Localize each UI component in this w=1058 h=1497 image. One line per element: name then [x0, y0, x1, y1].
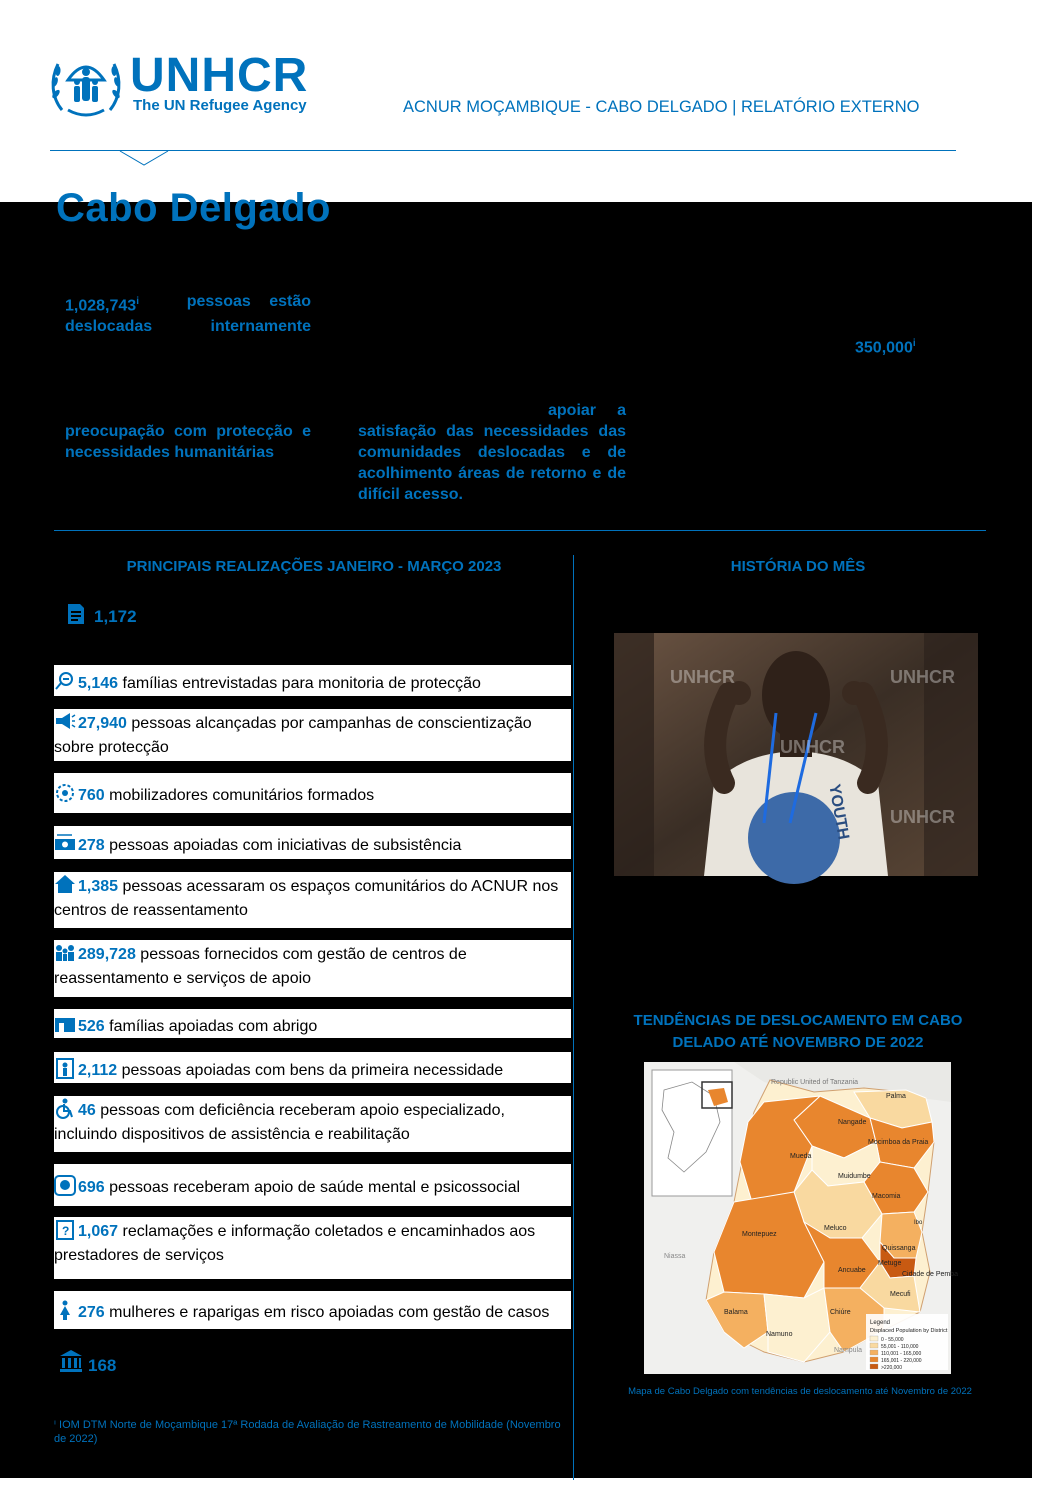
achievement-text: pessoas apoiadas com iniciativas de subsistência — [109, 836, 462, 854]
legend-swatch — [870, 1364, 878, 1369]
section-divider — [54, 530, 986, 531]
achievement-number: 2,112 — [78, 1061, 118, 1079]
svg-text:Ibo: Ibo — [914, 1220, 923, 1226]
intro-right-2: apoiar a satisfação das necessidades das comunidades deslocadas e de acolhimento áreas de retorno e de difícil acesso. — [358, 402, 626, 503]
achievement-text: pessoas com deficiência receberam apoio especializado, incluindo dispositivos de assistência e reabilitação — [54, 1102, 505, 1143]
achievement-number: 1,067 — [78, 1223, 119, 1240]
svg-text:Cidade de Pemba: Cidade de Pemba — [902, 1271, 959, 1278]
svg-text:Quissanga: Quissanga — [882, 1245, 916, 1252]
svg-text:Mueda: Mueda — [790, 1153, 812, 1160]
tent-icon — [54, 1014, 76, 1034]
legend-label: 0 - 55,000 — [881, 1337, 904, 1343]
svg-text:Mocimboa da Praia: Mocimboa da Praia — [868, 1139, 929, 1146]
svg-text:Chiúre: Chiúre — [830, 1309, 851, 1316]
achievement-number: 289,728 — [78, 946, 136, 963]
legend-label: >220,000 — [881, 1365, 902, 1371]
legend-swatch — [870, 1357, 878, 1362]
achievement-item — [54, 773, 571, 813]
achievement-number: 760 — [78, 787, 105, 804]
legend-label: 55,001 - 110,000 — [881, 1344, 919, 1350]
svg-text:Balama: Balama — [724, 1309, 748, 1316]
svg-text:Ancuabe: Ancuabe — [838, 1267, 866, 1274]
svg-text:Macomia: Macomia — [872, 1193, 901, 1200]
svg-text:?: ? — [62, 1224, 70, 1238]
achievement-number: 278 — [78, 836, 105, 854]
country-label: Republic United of Tanzania — [771, 1079, 859, 1086]
legend-swatch — [870, 1336, 878, 1341]
achievement-item — [54, 872, 571, 928]
map-caption: Mapa de Cabo Delgado com tendências de deslocamento até Novembro de 2022 — [628, 1386, 972, 1397]
achievement-number: 46 — [78, 1102, 96, 1119]
svg-text:Mecufi: Mecufi — [890, 1291, 911, 1298]
institution-icon — [58, 1348, 84, 1374]
mental-health-icon — [54, 1175, 76, 1195]
money-icon — [54, 833, 76, 853]
svg-text:Niassa: Niassa — [664, 1253, 686, 1260]
achievement-text: pessoas receberam apoio de saúde mental e psicossocial — [109, 1179, 521, 1196]
legend-swatch — [870, 1350, 878, 1355]
legend-swatch — [870, 1343, 878, 1348]
header — [0, 0, 1058, 202]
svg-text:Nampula: Nampula — [834, 1347, 863, 1354]
achievement-item — [54, 1009, 571, 1038]
document-icon — [66, 602, 86, 626]
story-heading: HISTÓRIA DO MÊS — [730, 558, 866, 575]
achievement-item — [54, 1096, 571, 1152]
displacement-map — [644, 1062, 959, 1374]
achievement-text: reclamações e informação coletados e encaminhados aos prestadores de serviços — [54, 1223, 536, 1264]
header-divider — [50, 150, 956, 151]
achievement-number: 526 — [78, 1017, 105, 1035]
svg-text:Palma: Palma — [886, 1093, 906, 1100]
svg-text:Metuge: Metuge — [878, 1260, 902, 1267]
page-title: Cabo Delgado — [56, 186, 331, 230]
svg-text:Nangade: Nangade — [838, 1119, 867, 1126]
column-divider — [573, 555, 574, 1480]
woman-icon — [54, 1300, 76, 1320]
achievement-text: pessoas alcançadas por campanhas de conscientização sobre protecção — [54, 715, 532, 756]
laurel-logo-icon — [48, 50, 124, 120]
people-icon — [54, 942, 76, 962]
achievement-item — [54, 1164, 571, 1206]
story-photo: UNHCR UNHCR UNHCR UNHCR YOUTH — [614, 633, 978, 876]
intro-displaced-number: 1,028,743 — [65, 297, 137, 315]
report-label: ACNUR MOÇAMBIQUE - CABO DELGADO | RELATÓRIO EXTERNO — [403, 98, 920, 116]
legend-label: 110,001 - 165,000 — [881, 1351, 922, 1357]
achievement-text: mobilizadores comunitários formados — [109, 787, 375, 804]
svg-text:Meluco: Meluco — [824, 1225, 847, 1232]
intro-left-2: preocupação com protecção e necessidades humanitárias — [65, 423, 311, 461]
map-heading-2: DELADO ATÉ NOVEMBRO DE 2022 — [672, 1034, 924, 1051]
photo-watermark: UNHCR — [670, 667, 735, 687]
header-notch — [120, 144, 168, 168]
achievement-item — [54, 1291, 571, 1329]
achievement-item — [54, 826, 571, 859]
achievement-text: mulheres e raparigas em risco apoiadas com gestão de casos — [109, 1304, 550, 1321]
achievement-text: pessoas acessaram os espaços comunitários do ACNUR nos centros de reassentamento — [54, 878, 559, 919]
achievement-number: 696 — [78, 1179, 105, 1196]
items-icon — [54, 1058, 76, 1078]
achievement-item — [54, 709, 571, 761]
unhcr-logo — [48, 50, 328, 122]
achievement-number: 1,385 — [78, 878, 119, 895]
feedback-icon — [54, 1219, 76, 1239]
map-heading-1: TENDÊNCIAS DE DESLOCAMENTO EM CABO — [633, 1012, 963, 1029]
intro-right-number: 350,000$^i$ — [855, 338, 916, 357]
shirt-text: YOUTH — [825, 782, 852, 841]
achievement-text: pessoas fornecidos com gestão de centros de reassentamento e serviços de apoio — [54, 946, 467, 987]
achievement-item — [54, 940, 571, 997]
achievement-text: famílias apoiadas com abrigo — [109, 1017, 318, 1035]
achievement-number: 5,146 — [78, 674, 119, 692]
achievement-item — [54, 1052, 571, 1083]
achievement-item — [54, 1217, 571, 1279]
svg-text:Montepuez: Montepuez — [742, 1231, 777, 1238]
achievements-heading: PRINCIPAIS REALIZAÇÕES JANEIRO - MARÇO 2023 — [126, 558, 502, 575]
logo-subtitle: The UN Refugee Agency — [133, 97, 307, 114]
legend-subtitle: Displaced Population by District — [870, 1328, 948, 1334]
wheelchair-icon — [54, 1098, 76, 1118]
logo-text: UNHCR — [130, 49, 309, 102]
footnote: ⁱ IOM DTM Norte de Moçambique 17ª Rodada de Avaliação de Rastreamento de Mobilidade (Novembro de 2022) — [54, 1419, 561, 1445]
map-graphic — [644, 1062, 959, 1374]
achievement-item — [54, 665, 571, 696]
interview-icon — [54, 671, 76, 691]
achievement-text: pessoas apoiadas com bens da primeira necessidade — [121, 1061, 504, 1079]
intro-left-1: 1,028,743$^i$ pessoas estão deslocadas internamente — [65, 293, 311, 336]
community-icon — [54, 783, 76, 803]
megaphone-icon — [54, 711, 76, 731]
achievement-number: 27,940 — [78, 715, 127, 732]
svg-text:Muidumbe: Muidumbe — [838, 1173, 871, 1180]
legend-title: Legend — [870, 1320, 891, 1326]
legend-label: 165,001 - 220,000 — [881, 1358, 922, 1364]
achievement-text: famílias entrevistadas para monitoria de protecção — [122, 674, 481, 692]
svg-text:Namuno: Namuno — [766, 1331, 793, 1338]
achievement-number: 276 — [78, 1304, 105, 1321]
shelter-icon — [54, 874, 76, 894]
